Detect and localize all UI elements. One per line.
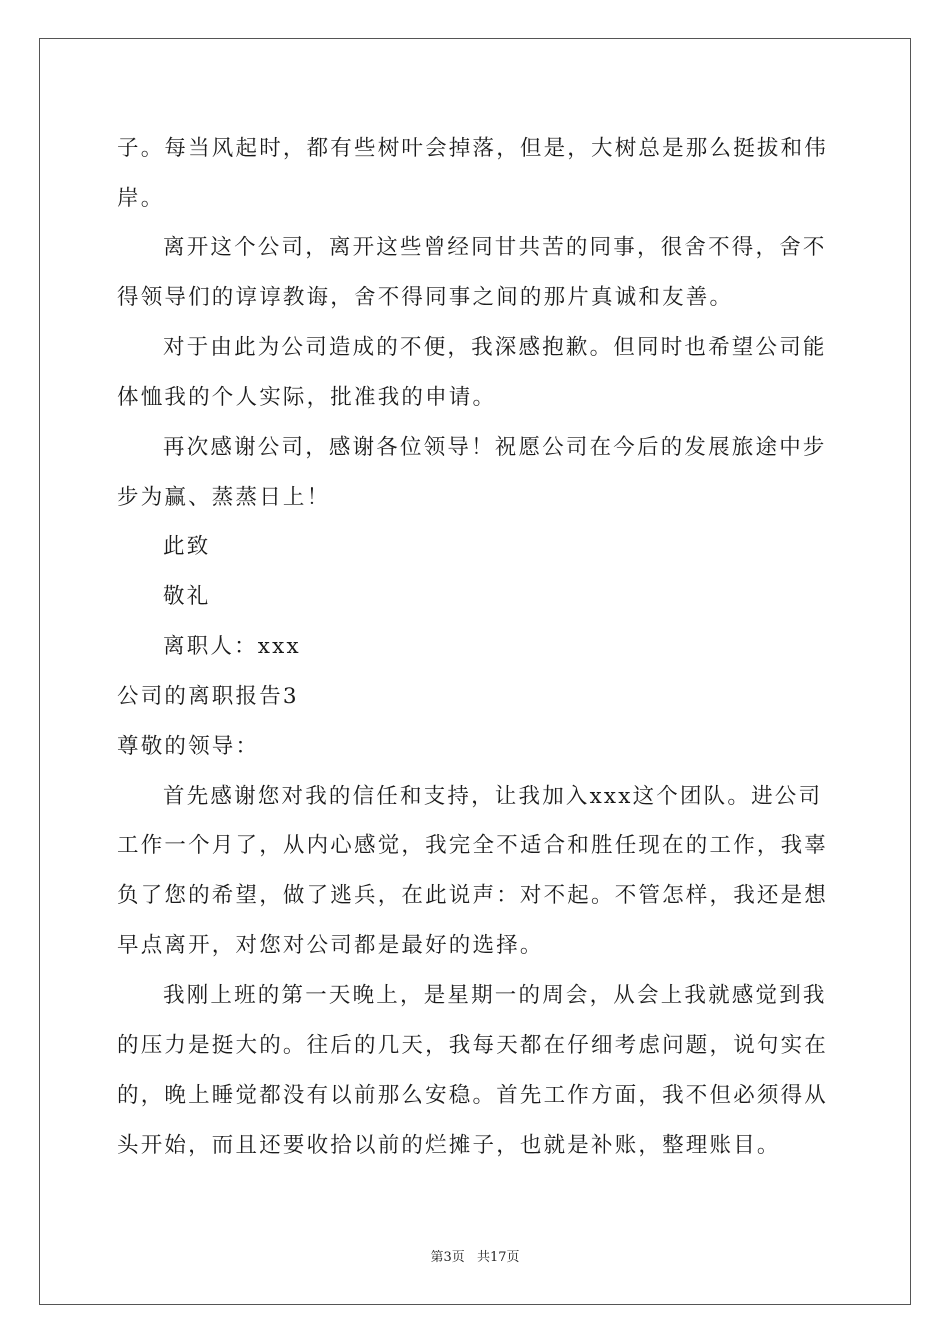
closing-regards: 敬礼 [163,584,211,609]
text-line: 得领导们的谆谆教诲，舍不得同事之间的那片真诚和友善。 [117,285,734,310]
greeting: 尊敬的领导： [117,734,260,759]
closing-salutation: 此致 [163,534,211,559]
page-footer [0,1246,950,1265]
text-line: 的压力是挺大的。往后的几天，我每天都在仔细考虑问题，说句实在 [117,1033,829,1058]
signature-line: 离职人：xxx [163,634,301,659]
text-line: 工作一个月了，从内心感觉，我完全不适合和胜任现在的工作，我辜 [117,833,829,858]
text-line: 的，晚上睡觉都没有以前那么安稳。首先工作方面，我不但必须得从 [117,1083,829,1108]
text-line: 负了您的希望，做了逃兵，在此说声：对不起。不管怎样，我还是想 [117,883,829,908]
text-line: 头开始，而且还要收拾以前的烂摊子，也就是补账，整理账目。 [117,1133,781,1158]
text-line: 离开这个公司，离开这些曾经同甘共苦的同事，很舍不得，舍不 [163,235,827,260]
text-line: 再次感谢公司，感谢各位领导！祝愿公司在今后的发展旅途中步 [163,435,827,460]
page-total: 共17页 [476,1250,520,1265]
text-line: 对于由此为公司造成的不便，我深感抱歉。但同时也希望公司能 [163,335,827,360]
page-border [39,38,911,1305]
text-line: 步为赢、蒸蒸日上！ [117,485,331,510]
text-line: 首先感谢您对我的信任和支持，让我加入xxx这个团队。进公司 [163,784,823,809]
text-line: 岸。 [117,186,165,211]
text-line: 子。每当风起时，都有些树叶会掉落，但是，大树总是那么挺拔和伟 [117,136,829,161]
text-line: 我刚上班的第一天晚上，是星期一的周会，从会上我就感觉到我 [163,983,827,1008]
section-title: 公司的离职报告3 [117,684,299,709]
page-number: 第3页 [430,1250,465,1265]
text-line: 体恤我的个人实际，批准我的申请。 [117,385,497,410]
text-line: 早点离开，对您对公司都是最好的选择。 [117,933,544,958]
